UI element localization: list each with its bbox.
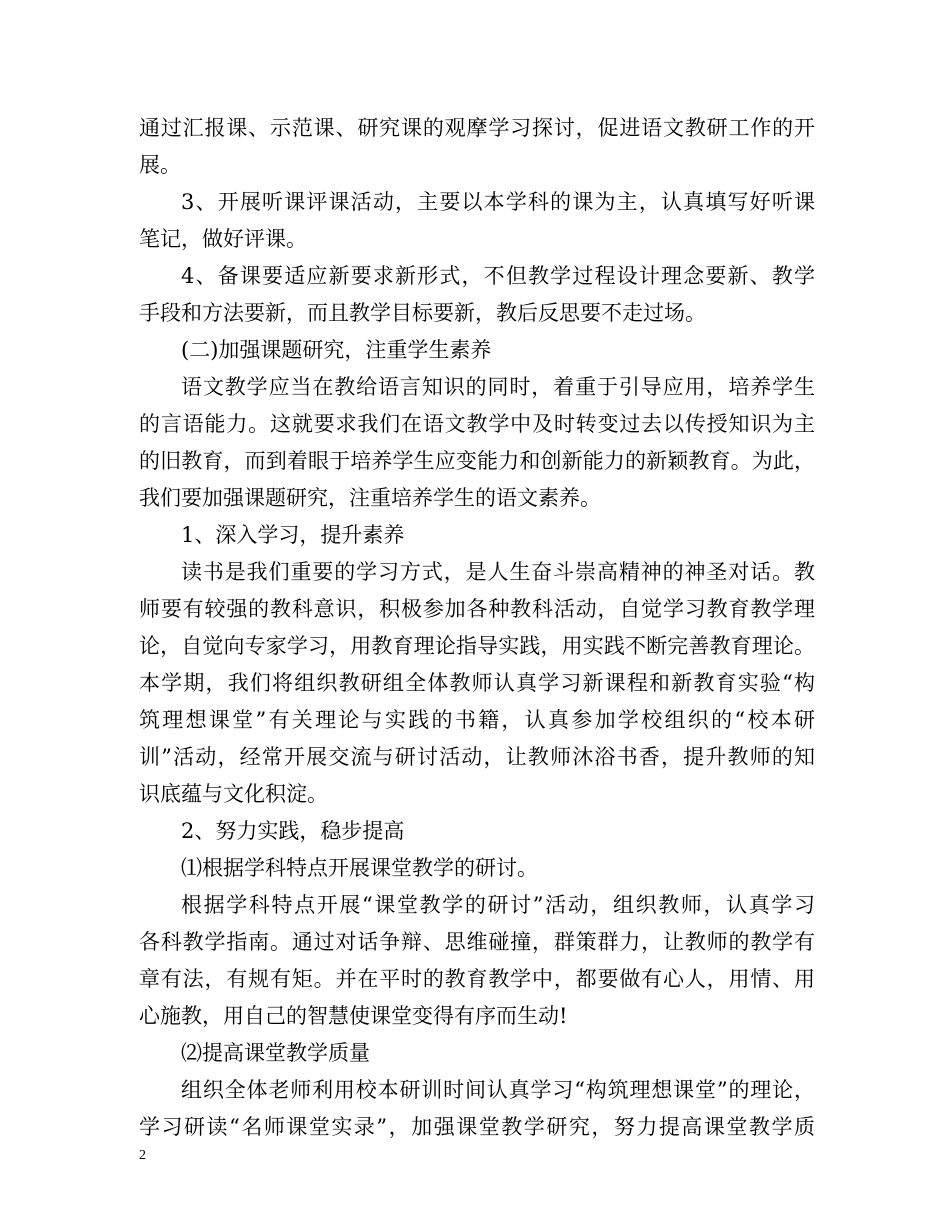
text-line: 2、努力实践，稳步提高 [181,819,405,843]
text-line: ⑵提高课堂教学质量 [181,1041,370,1065]
text-line: 我们要加强课题研究，注重培养学生的语文素养。 [139,486,601,510]
text-line: 的言语能力。这就要求我们在语文教学中及时转变过去以传授知识为主 [139,412,815,436]
text-line: 语文教学应当在教给语言知识的同时，着重于引导应用，培养学生 [181,375,815,399]
text-line: 笔记，做好评课。 [139,227,307,251]
text-line: 手段和方法要新，而且教学目标要新，教后反思要不走过场。 [139,301,706,325]
text-line: 筑理想课堂”有关理论与实践的书籍，认真参加学校组织的“校本研 [139,708,815,732]
text-line: 师要有较强的教科意识，积极参加各种教科活动，自觉学习教育教学理 [139,597,815,621]
text-line: (二)加强课题研究，注重学生素养 [181,338,492,362]
text-line: 训”活动，经常开展交流与研讨活动，让教师沐浴书香，提升教师的知 [139,745,815,769]
text-line: 1、深入学习，提升素养 [181,523,405,547]
text-line: 4、备课要适应新要求新形式，不但教学过程设计理念要新、教学 [181,264,815,288]
text-line: 识底蕴与文化积淀。 [139,782,328,806]
page-number: 2 [139,1148,146,1163]
text-line: 心施教，用自己的智慧使课堂变得有序而生动! [139,1004,568,1028]
text-line: 读书是我们重要的学习方式，是人生奋斗崇高精神的神圣对话。教 [181,560,815,584]
text-line: 章有法，有规有矩。并在平时的教育教学中，都要做有心人，用情、用 [139,967,815,991]
body-text [139,110,815,1146]
text-line: 本学期，我们将组织教研组全体教师认真学习新课程和新教育实验“构 [139,671,815,695]
text-line: 组织全体老师利用校本研训时间认真学习“构筑理想课堂”的理论， [181,1078,815,1102]
text-line: ⑴根据学科特点开展课堂教学的研讨。 [181,856,538,880]
text-line: 根据学科特点开展“课堂教学的研讨”活动，组织教师，认真学习 [181,893,815,917]
text-line: 展。 [139,153,181,177]
text-line: 论，自觉向专家学习，用教育理论指导实践，用实践不断完善教育理论。 [139,634,815,658]
text-line: 各科教学指南。通过对话争辩、思维碰撞，群策群力，让教师的教学有 [139,930,815,954]
text-line: 通过汇报课、示范课、研究课的观摩学习探讨，促进语文教研工作的开 [139,116,815,140]
text-line: 的旧教育，而到着眼于培养学生应变能力和创新能力的新颖教育。为此， [139,449,815,473]
text-line: 3、开展听课评课活动，主要以本学科的课为主，认真填写好听课 [181,190,815,214]
text-line: 学习研读“名师课堂实录”，加强课堂教学研究，努力提高课堂教学质 [139,1115,815,1139]
